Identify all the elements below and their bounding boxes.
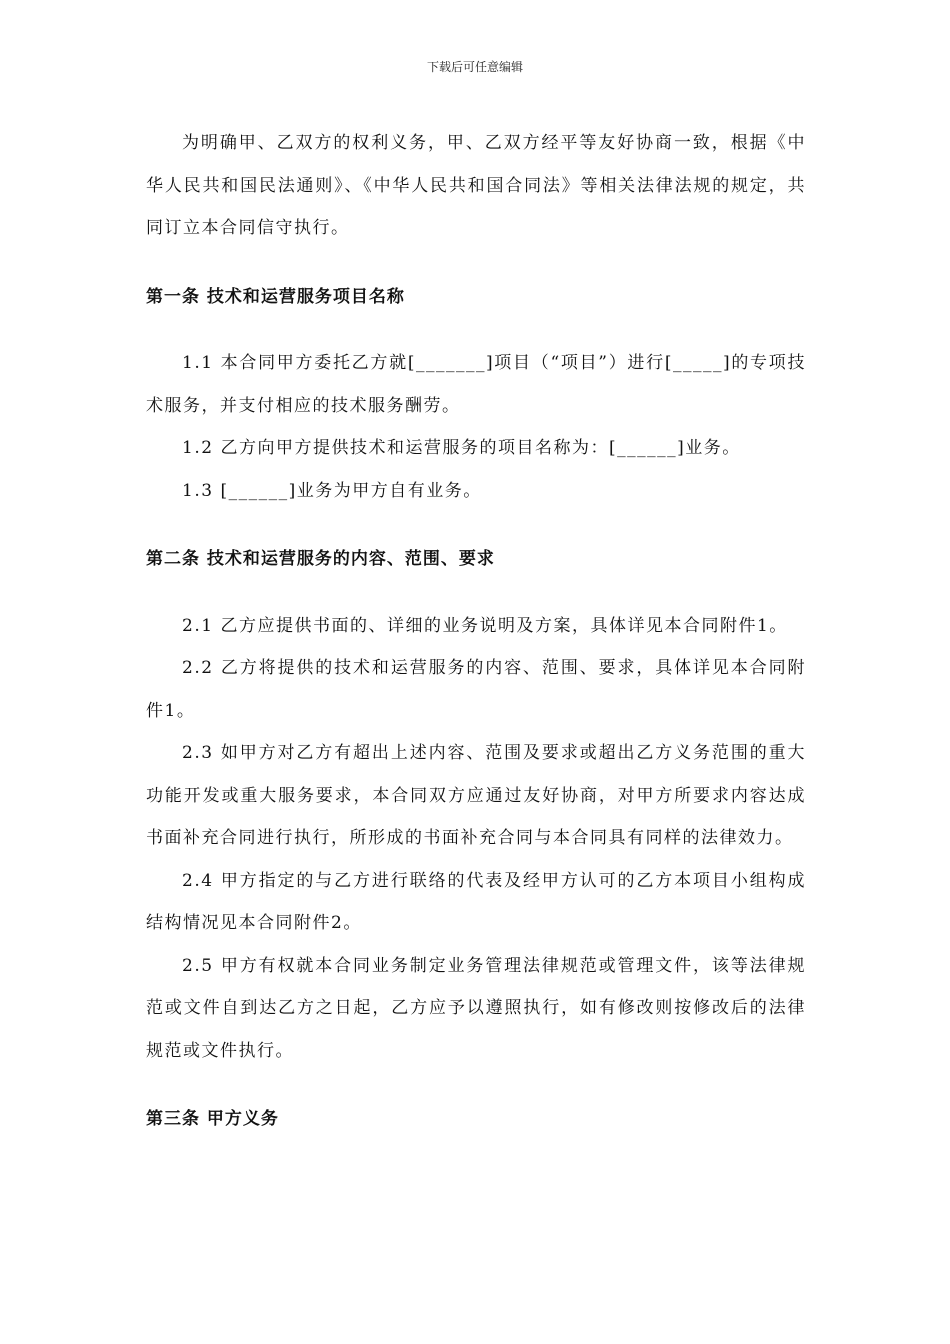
document-body <box>146 122 806 1141</box>
clause-2-4: 2.4 甲方指定的与乙方进行联络的代表及经甲方认可的乙方本项目小组构成结构情况见本合同附件2。 <box>146 870 806 933</box>
page-header: 下载后可任意编辑 <box>426 60 523 74</box>
section-2-title: 第二条 技术和运营服务的内容、范围、要求 <box>146 549 495 569</box>
clause-1-2: 1.2 乙方向甲方提供技术和运营服务的项目名称为：[______]业务。 <box>182 438 741 458</box>
section-1-title: 第一条 技术和运营服务项目名称 <box>146 286 405 307</box>
clause-2-3: 2.3 如甲方对乙方有超出上述内容、范围及要求或超出乙方义务范围的重大功能开发或重大服务要求，本合同双方应通过友好协商，对甲方所要求内容达成书面补充合同进行执行，所形成的书面补充合同与本合同具有同样的法律效力。 <box>146 743 806 848</box>
clause-2-2: 2.2 乙方将提供的技术和运营服务的内容、范围、要求，具体详见本合同附件1。 <box>146 658 806 721</box>
clause-2-5: 2.5 甲方有权就本合同业务制定业务管理法律规范或管理文件，该等法律规范或文件自到达乙方之日起，乙方应予以遵照执行，如有修改则按修改后的法律规范或文件执行。 <box>146 955 806 1061</box>
intro-paragraph: 为明确甲、乙双方的权利义务，甲、乙双方经平等友好协商一致，根据《中华人民共和国民法通则》、《中华人民共和国合同法》等相关法律法规的规定，共同订立本合同信守执行。 <box>146 133 806 238</box>
clause-1-1: 1.1 本合同甲方委托乙方就[_______]项目（“项目”）进行[_____]的专项技术服务，并支付相应的技术服务酬劳。 <box>146 353 806 416</box>
section-3-title: 第三条 甲方义务 <box>146 1109 279 1129</box>
clause-2-1: 2.1 乙方应提供书面的、详细的业务说明及方案，具体详见本合同附件1。 <box>182 615 788 636</box>
clause-1-3: 1.3 [______]业务为甲方自有业务。 <box>182 480 482 501</box>
